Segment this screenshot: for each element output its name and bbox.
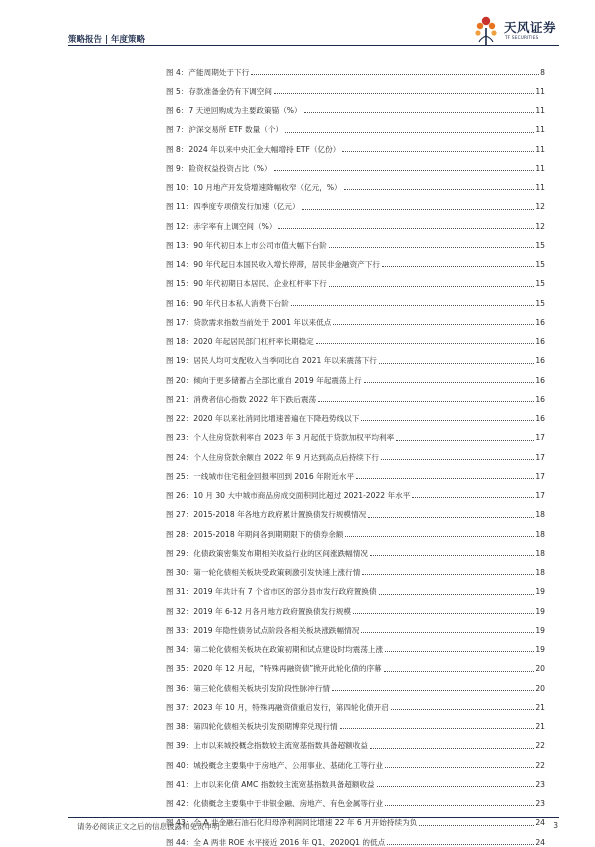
header-divider	[68, 45, 559, 46]
toc-entry-page[interactable]: 17	[535, 471, 545, 481]
toc-entry-page[interactable]: 11	[535, 106, 545, 116]
toc-entry[interactable]	[166, 692, 545, 711]
logo-subtitle: TF SECURITIES	[505, 35, 539, 40]
toc-entry-title[interactable]: 图 5：存款准备金仍有下调空间	[166, 86, 272, 96]
toc-entry[interactable]	[166, 134, 545, 153]
toc-entry[interactable]	[166, 211, 545, 230]
toc-entry-page[interactable]: 19	[535, 645, 545, 655]
toc-leader-dots	[377, 786, 535, 787]
report-category: 策略报告 | 年度策略	[68, 35, 146, 45]
toc-entry[interactable]	[166, 481, 545, 500]
toc-leader-dots	[340, 728, 535, 729]
toc-entry-title[interactable]: 图 32：2019 年 6-12 月各月地方政府置换债发行规模	[166, 606, 351, 616]
toc-entry[interactable]	[166, 500, 545, 519]
toc-entry-title[interactable]: 图 12：赤字率有上调空间（%）	[166, 221, 277, 231]
toc-entry-title[interactable]: 图 29：化债政策密集发布期相关收益行业的区间涨跌幅情况	[166, 548, 368, 558]
toc-leader-dots	[379, 594, 535, 595]
toc-leader-dots	[304, 112, 535, 113]
toc-entry[interactable]	[166, 365, 545, 384]
toc-entry-title[interactable]: 图 20：倾向于更多储蓄占全部比重自 2019 年起震荡上行	[166, 375, 362, 385]
toc-entry-page[interactable]: 16	[535, 414, 545, 424]
toc-entry-page[interactable]: 11	[535, 183, 545, 193]
toc-entry-title[interactable]: 图 21：消费者信心指数 2022 年下跌后震荡	[166, 394, 317, 404]
toc-entry[interactable]	[166, 519, 545, 538]
toc-entry-page[interactable]: 15	[535, 260, 545, 270]
toc-entry[interactable]	[166, 153, 545, 172]
toc-entry-title[interactable]: 图 7：沪深交易所 ETF 数量（个）	[166, 125, 284, 135]
toc-leader-dots	[396, 440, 534, 441]
toc-entry[interactable]	[166, 654, 545, 673]
toc-leader-dots	[381, 459, 534, 460]
toc-entry[interactable]	[166, 731, 545, 750]
toc-entry-page[interactable]: 12	[535, 221, 545, 231]
toc-leader-dots	[329, 247, 534, 248]
toc-entry-page[interactable]: 19	[535, 606, 545, 616]
toc-leader-dots	[318, 401, 534, 402]
toc-entry[interactable]	[166, 635, 545, 654]
toc-leader-dots	[274, 170, 535, 171]
toc-entry[interactable]	[166, 615, 545, 634]
toc-entry-page[interactable]: 16	[535, 317, 545, 327]
toc-entry-title[interactable]: 图 13：90 年代初日本上市公司市值大幅下台阶	[166, 240, 327, 250]
toc-entry-title[interactable]: 图 38：第四轮化债相关板块引发预期博弈兑现行情	[166, 722, 338, 732]
toc-entry-page[interactable]: 8	[540, 67, 545, 77]
toc-leader-dots	[316, 343, 535, 344]
toc-entry-page[interactable]: 16	[535, 356, 545, 366]
toc-leader-dots	[412, 497, 534, 498]
toc-leader-dots	[278, 228, 534, 229]
page-number: 3	[553, 821, 558, 830]
toc-leader-dots	[368, 517, 534, 518]
toc-entry-title[interactable]: 图 23：个人住房贷款利率自 2023 年 3 月起低于贷款加权平均利率	[166, 433, 395, 443]
toc-leader-dots	[329, 286, 534, 287]
toc-entry-title[interactable]: 图 11：四季度专项债发行加速（亿元）	[166, 202, 300, 212]
toc-leader-dots	[344, 189, 535, 190]
toc-entry-title[interactable]: 图 25：一线城市住宅租金回报率回到 2016 年附近水平	[166, 471, 355, 481]
toc-entry-page[interactable]: 21	[535, 722, 545, 732]
toc-entry-page[interactable]: 18	[535, 568, 545, 578]
toc-entry-title[interactable]: 图 22：2020 年以来社消同比增速普遍在下降趋势线以下	[166, 414, 360, 424]
toc-leader-dots	[362, 574, 534, 575]
toc-entry-title[interactable]: 图 31：2019 年共计有 7 个省市区的部分县市发行政府置换债	[166, 587, 377, 597]
toc-leader-dots	[385, 805, 534, 806]
toc-entry-title[interactable]: 图 34：第二轮化债相关板块在政策初期和试点建设时均震荡上涨	[166, 645, 384, 655]
toc-entry-title[interactable]: 图 27：2015-2018 年各地方政府累计置换债发行规模情况	[166, 510, 367, 520]
toc-entry-title[interactable]: 图 24：个人住房贷款余额自 2022 年 9 月达到高点后持续下行	[166, 452, 379, 462]
toc-entry[interactable]	[166, 192, 545, 211]
toc-entry-page[interactable]: 18	[535, 529, 545, 539]
toc-entry[interactable]	[166, 230, 545, 249]
toc-entry-page[interactable]: 11	[535, 144, 545, 154]
toc-entry[interactable]	[166, 673, 545, 692]
toc-entry-page[interactable]: 11	[535, 125, 545, 135]
toc-entry[interactable]	[166, 596, 545, 615]
toc-entry-page[interactable]: 17	[535, 452, 545, 462]
toc-entry[interactable]	[166, 115, 545, 134]
toc-entry-title[interactable]: 图 40：城投概念主要集中于房地产、公用事业、基础化工等行业	[166, 760, 384, 770]
figure-list	[166, 57, 545, 846]
toc-entry-page[interactable]: 21	[535, 702, 545, 712]
toc-leader-dots	[345, 536, 534, 537]
toc-entry-title[interactable]: 图 44：全 A 两非 ROE 水平接近 2016 年 Q1、2020Q1 的低点	[166, 837, 386, 847]
toc-entry-title[interactable]: 图 42：化债概念主要集中于非银金融、房地产、有色金属等行业	[166, 799, 384, 809]
toc-entry-page[interactable]: 16	[535, 337, 545, 347]
toc-entry-page[interactable]: 18	[535, 548, 545, 558]
toc-entry[interactable]	[166, 558, 545, 577]
toc-entry-page[interactable]: 15	[535, 298, 545, 308]
toc-entry-page[interactable]: 22	[535, 741, 545, 751]
toc-entry[interactable]	[166, 327, 545, 346]
toc-entry[interactable]	[166, 461, 545, 480]
toc-entry-title[interactable]: 图 8：2024 年以来中央汇金大幅增持 ETF（亿份）	[166, 144, 341, 154]
toc-entry-page[interactable]: 15	[535, 240, 545, 250]
toc-leader-dots	[333, 324, 534, 325]
toc-entry-title[interactable]: 图 4：产能周期处于下行	[166, 67, 250, 77]
toc-entry[interactable]	[166, 57, 545, 76]
toc-entry[interactable]	[166, 769, 545, 788]
toc-entry[interactable]	[166, 307, 545, 326]
toc-entry[interactable]	[166, 577, 545, 596]
toc-entry-title[interactable]: 图 17：贷款需求指数当前处于 2001 年以来低点	[166, 317, 332, 327]
toc-leader-dots	[285, 132, 534, 133]
toc-leader-dots	[291, 305, 534, 306]
logo-name: 天风证券	[504, 20, 557, 35]
toc-entry-title[interactable]: 图 36：第三轮化债相关板块引发阶段性脉冲行情	[166, 683, 330, 693]
toc-leader-dots	[356, 478, 534, 479]
toc-entry[interactable]	[166, 76, 545, 95]
toc-leader-dots	[364, 382, 535, 383]
toc-entry-title[interactable]: 图 19：居民人均可支配收入当季同比自 2021 年以来震荡下行	[166, 356, 377, 366]
toc-entry-title[interactable]: 图 10：10 月地产开发贷增速降幅收窄（亿元，%）	[166, 183, 342, 193]
toc-entry[interactable]	[166, 404, 545, 423]
toc-leader-dots	[387, 844, 534, 845]
toc-leader-dots	[391, 709, 534, 710]
toc-leader-dots	[385, 651, 534, 652]
toc-entry-page[interactable]: 16	[535, 375, 545, 385]
toc-entry[interactable]	[166, 250, 545, 269]
toc-entry-title[interactable]: 图 35：2020 年 12 月起，“特殊再融资债”掀开此轮化债的序幕	[166, 664, 382, 674]
toc-entry-title[interactable]: 图 41：上市以来化债 AMC 指数较主流宽基指数具备超额收益	[166, 779, 375, 789]
toc-entry[interactable]	[166, 96, 545, 115]
toc-entry-title[interactable]: 图 15：90 年代初期日本居民、企业杠杆率下行	[166, 279, 327, 289]
toc-entry-page[interactable]: 19	[535, 625, 545, 635]
toc-leader-dots	[385, 767, 534, 768]
toc-leader-dots	[361, 420, 534, 421]
toc-entry-title[interactable]: 图 30：第一轮化债相关板块受政策刺激引发快速上涨行情	[166, 568, 361, 578]
toc-entry-title[interactable]: 图 16：90 年代日本私人消费下台阶	[166, 298, 289, 308]
toc-entry-title[interactable]: 图 43：全 A 非金融石油石化归母净利润同比增速 22 年 6 月开始持续为负	[166, 818, 418, 828]
toc-leader-dots	[342, 151, 534, 152]
toc-leader-dots	[370, 748, 534, 749]
toc-entry[interactable]	[166, 346, 545, 365]
toc-entry-title[interactable]: 图 14：90 年代起日本国民收入增长停滞，居民非金融资产下行	[166, 260, 380, 270]
toc-entry-page[interactable]: 17	[535, 491, 545, 501]
toc-leader-dots	[361, 632, 534, 633]
toc-entry[interactable]	[166, 712, 545, 731]
toc-entry-page[interactable]: 11	[535, 163, 545, 173]
toc-entry-page[interactable]: 20	[535, 664, 545, 674]
toc-entry[interactable]	[166, 423, 545, 442]
toc-entry-title[interactable]: 图 9：险资权益投资占比（%）	[166, 163, 272, 173]
toc-leader-dots	[384, 671, 535, 672]
toc-entry-page[interactable]: 23	[535, 799, 545, 809]
toc-entry-title[interactable]: 图 33：2019 年隐性债务试点阶段各相关板块涨跌幅情况	[166, 625, 360, 635]
toc-entry-page[interactable]: 15	[535, 279, 545, 289]
toc-entry-page[interactable]: 24	[535, 837, 545, 847]
toc-entry-page[interactable]: 17	[535, 433, 545, 443]
toc-entry-title[interactable]: 图 37：2023 年 10 月，特殊再融资债重启发行，第四轮化债开启	[166, 702, 389, 712]
toc-entry[interactable]	[166, 442, 545, 461]
toc-leader-dots	[382, 266, 534, 267]
toc-leader-dots	[419, 825, 534, 826]
toc-leader-dots	[353, 613, 534, 614]
toc-entry-title[interactable]: 图 28：2015-2018 年期间各到期期限下的债券余额	[166, 529, 344, 539]
toc-leader-dots	[379, 363, 534, 364]
toc-entry-page[interactable]: 20	[535, 683, 545, 693]
toc-leader-dots	[370, 555, 534, 556]
toc-entry-title[interactable]: 图 39：上市以来城投概念指数较主流宽基指数具备超额收益	[166, 741, 368, 751]
toc-entry-title[interactable]: 图 6：7 天逆回购成为主要政策锚（%）	[166, 106, 302, 116]
toc-entry-page[interactable]: 18	[535, 510, 545, 520]
toc-entry[interactable]	[166, 827, 545, 846]
toc-entry[interactable]	[166, 538, 545, 557]
toc-entry[interactable]	[166, 288, 545, 307]
toc-entry-page[interactable]: 19	[535, 587, 545, 597]
toc-entry-title[interactable]: 图 26：10 月 30 大中城市商品房成交面积同比超过 2021-2022 年水平	[166, 491, 411, 501]
toc-entry[interactable]	[166, 384, 545, 403]
toc-entry-title[interactable]: 图 18：2020 年起居民部门杠杆率长期稳定	[166, 337, 314, 347]
footer-disclaimer: 请务必阅读正文之后的信息披露和免责申明	[77, 822, 220, 831]
tf-securities-flower-logo-icon	[471, 14, 501, 46]
toc-leader-dots	[274, 93, 534, 94]
toc-entry[interactable]	[166, 750, 545, 769]
toc-entry-page[interactable]: 24	[535, 818, 545, 828]
toc-entry-page[interactable]: 11	[535, 86, 545, 96]
toc-leader-dots	[251, 74, 539, 75]
toc-entry-page[interactable]: 16	[535, 394, 545, 404]
footer-divider	[68, 817, 559, 818]
toc-entry-page[interactable]: 22	[535, 760, 545, 770]
toc-entry[interactable]	[166, 789, 545, 808]
toc-entry-page[interactable]: 23	[535, 779, 545, 789]
brand-logo	[471, 14, 561, 46]
toc-leader-dots	[302, 209, 535, 210]
toc-entry[interactable]	[166, 173, 545, 192]
toc-entry[interactable]	[166, 269, 545, 288]
toc-entry-page[interactable]: 12	[535, 202, 545, 212]
toc-leader-dots	[332, 690, 534, 691]
